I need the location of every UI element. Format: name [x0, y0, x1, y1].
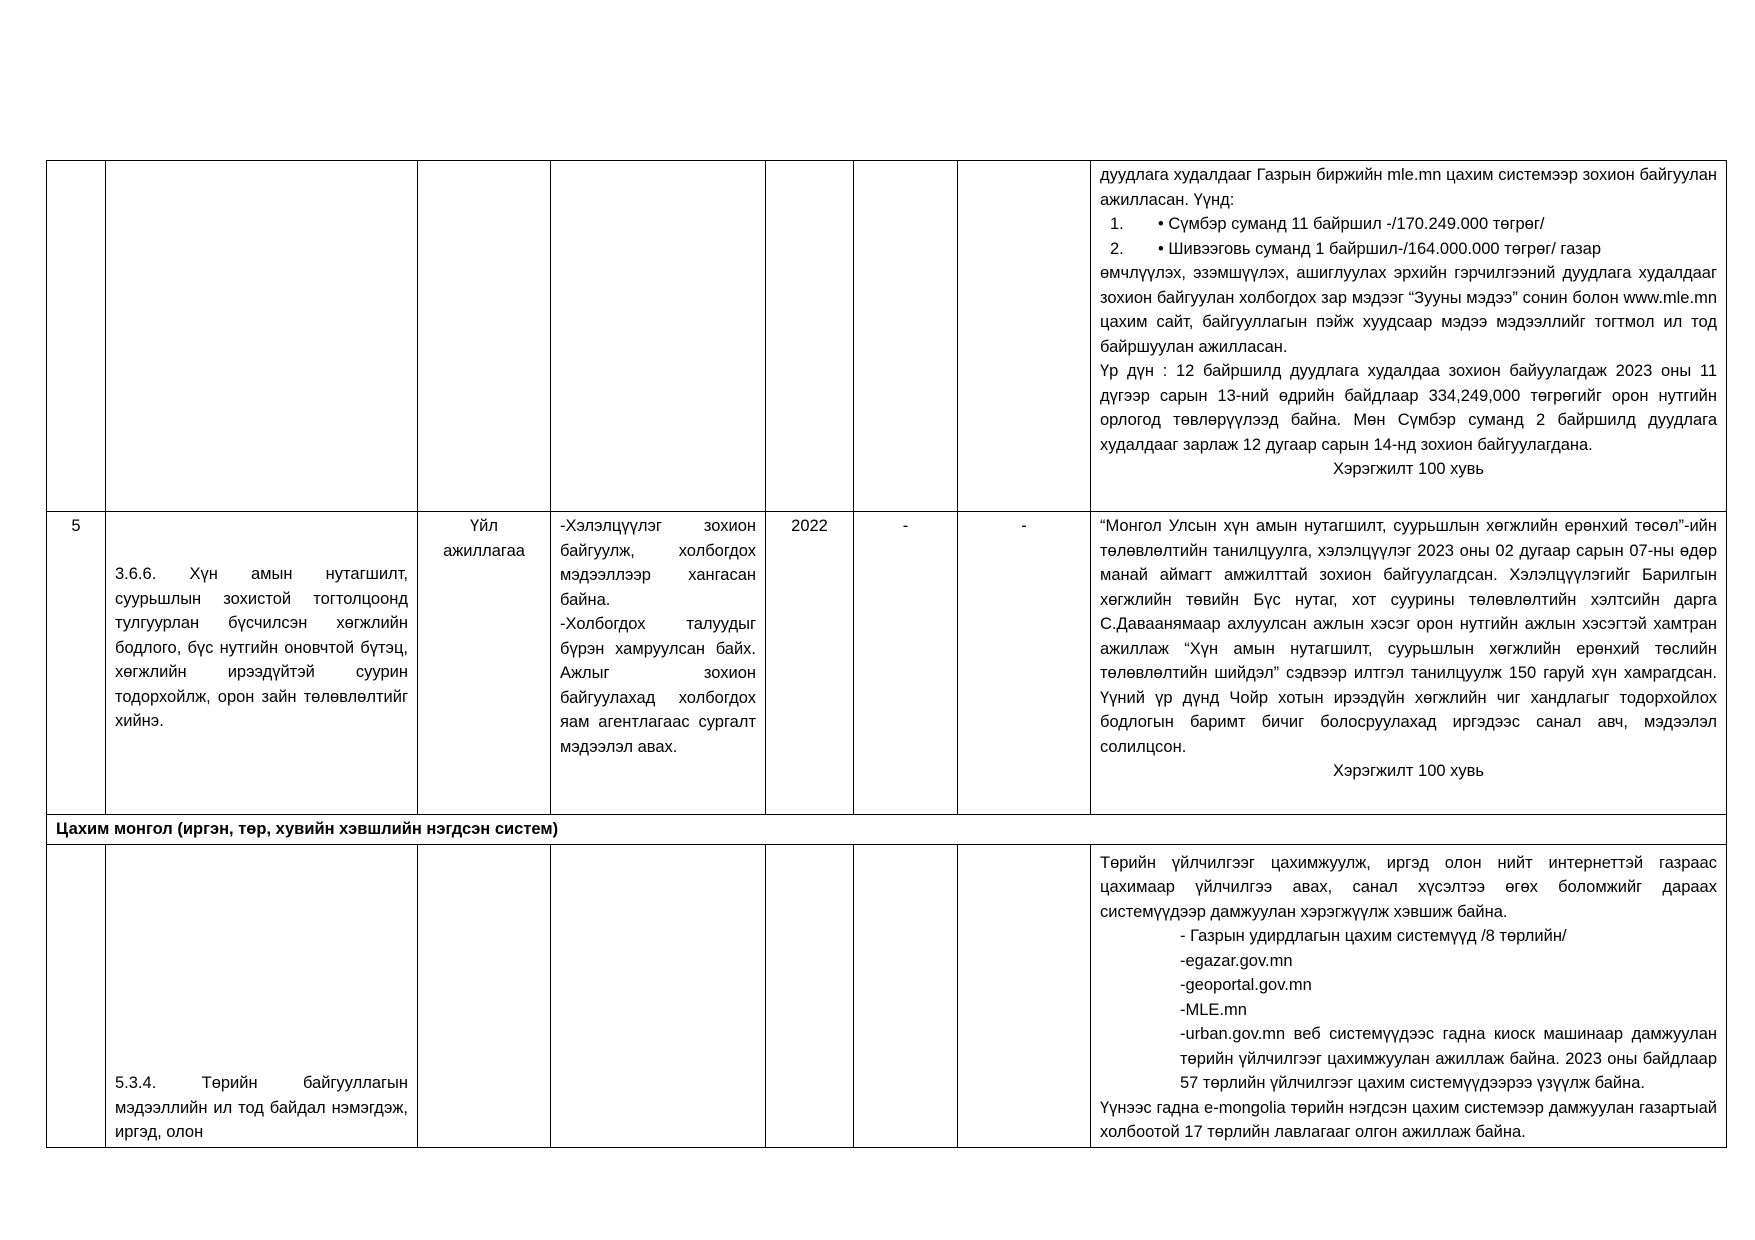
list-item: -MLE.mn [1180, 1000, 1247, 1019]
status-text: Хэрэгжилт 100 хувь [1332, 460, 1485, 478]
list-item: - Газрын удирдлагын цахим системүүд /8 төрлийн/ [1180, 927, 1567, 945]
list-text: • Сүмбэр суманд 11 байршил -/170.249.000 төгрөг/ [1158, 215, 1545, 233]
cell-no [47, 844, 106, 1147]
list-item: -urban.gov.mn веб системүүдээс гадна киоск машинаар дамжуулан төрийн үйлчилгээг цахимжуулан ажиллаж байна. 2023 оны байдлаар 57 төрлийн үйлчилгээг цахим системүүдээрээ үзүүлж байна. [1180, 1025, 1717, 1092]
list-item: -geoportal.gov.mn [1180, 976, 1312, 994]
section-title: Цахим монгол (иргэн, төр, хувийн хэвшлийн нэгдсэн систем) [47, 815, 1727, 845]
cell-type [418, 161, 551, 512]
cell-criteria [551, 844, 766, 1147]
cell-col7 [958, 161, 1091, 512]
result-text: Үр дүн : 12 байршилд дуудлага худалдаа зохион байуулагдаж 2023 оны 11 дүгээр сарын 13-ний өдрийн байдлаар 334,249,000 төгрөгийг орон нутгийн орлогод төвлөрүүлээд байна. Мөн Сүмбэр суманд 2 байршилд дуудлага худалдааг зарлаж 12 дугаар сарын 14-нд зохион байгуулагдана. [1100, 362, 1717, 454]
cell-no [47, 161, 106, 512]
list-item [1100, 212, 1717, 237]
report-text: Үүнээс гадна e-mongolia төрийн нэгдсэн цахим системээр дамжуулан газартыай холбоотой 17 төрлийн лавлагааг олгон ажиллаж байна. [1100, 1098, 1717, 1141]
cell-col7: - [958, 512, 1091, 815]
report-text: “Монгол Улсын хүн амын нутагшилт, суурьшлын хөгжлийн ерөнхий төсөл”-ийн төлөвлөлтийн танилцуулга, хэлэлцүүлэг 2023 оны 02 дугаар сарын 07-ны өдөр манай аймагт амжилттай зохион байгуулагдсан. Хэлэлцүүлэгийг Барилгын хөгжлийн төвийн Бүс нутаг, хот суурины төлөвлөлтийн хэлтсийн дарга С.Даваанямаар ахлуулсан ажлын хэсэг орон нутгийн ажлын хэсэгтэй хамтран ажиллаж “Хүн амын нутагшилт, суурьшлын хөгжлийн ерөнхий төслийн төлөвлөлтийн шийдэл” сэдвээр илтгэл танилцуулж 150 гаруй хүн хамрагдсан. Үүний үр дүнд Чойр хотын ирээдүйн хөгжлийн чиг хандлагыг тодорхойлох бодлогын баримт бичиг болосруулахад иргэдээс санал авч, мэдээлэл солилцсон. [1100, 517, 1717, 756]
cell-objective [106, 161, 418, 512]
cell-report [1091, 844, 1727, 1147]
list-item [1100, 237, 1717, 262]
list-number: 2. [1110, 239, 1124, 258]
list-item: -egazar.gov.mn [1180, 951, 1293, 970]
cell-type: Үйл ажиллагаа [418, 512, 551, 815]
status-text: Хэрэгжилт 100 хувь [1332, 762, 1485, 780]
table-row [47, 844, 1727, 1147]
list-number: 1. [1110, 215, 1124, 233]
cell-col6 [854, 844, 958, 1147]
cell-no: 5 [47, 512, 106, 815]
plan-report-table [46, 160, 1727, 1148]
table-row [47, 161, 1727, 512]
cell-col6: - [854, 512, 958, 815]
cell-year [766, 844, 854, 1147]
cell-year [766, 161, 854, 512]
table-row [47, 512, 1727, 815]
cell-criteria [551, 161, 766, 512]
cell-year: 2022 [766, 512, 854, 815]
report-text: Төрийн үйлчилгээг цахимжуулж, иргэд олон нийт интернеттэй газраас цахимаар үйлчилгээ авах, санал хүсэлтээ өгөх боломжийг дараах системүүдээр дамжуулан хэрэгжүүлж хэвшиж байна. [1100, 853, 1717, 921]
cell-type [418, 844, 551, 1147]
report-text: өмчлүүлэх, эзэмшүүлэх, ашиглуулах эрхийн гэрчилгээний дуудлага худалдааг зохион байгуулан холбогдох зар мэдээг “Зууны мэдээ” сонин болон www.mle.mn цахим сайт, байгууллагын пэйж хуудсаар мэдээ мэдээллийг тогтмол ил тод байршуулан ажилласан. [1100, 264, 1717, 356]
report-text: дуудлага худалдааг Газрын биржийн mle.mn цахим системээр зохион байгуулан ажилласан. Үүнд: [1100, 166, 1717, 209]
cell-col6 [854, 161, 958, 512]
section-row [47, 815, 1727, 845]
cell-report [1091, 512, 1727, 815]
cell-objective: 5.3.4. Төрийн байгууллагын мэдээллийн ил тод байдал нэмэгдэж, иргэд, олон [106, 844, 418, 1147]
cell-criteria: -Хэлэлцүүлэг зохион байгуулж, холбогдох мэдээллээр хангасан байна. -Холбогдох талуудыг бүрэн хамруулсан байх. Ажлыг зохион байгуулахад холбогдох яам агентлагаас сургалт мэдээлэл авах. [551, 512, 766, 815]
cell-objective: 3.6.6. Хүн амын нутагшилт, суурьшлын зохистой тогтолцоонд тулгуурлан бүсчилсэн хөгжлийн бодлого, бүс нутгийн оновчтой бүтэц, хөгжлийн ирээдүйтэй суурин тодорхойлж, орон зайн төлөвлөлтийг хийнэ. [106, 512, 418, 815]
cell-col7 [958, 844, 1091, 1147]
cell-report [1091, 161, 1727, 512]
list-text: • Шивээговь суманд 1 байршил-/164.000.000 төгрөг/ газар [1158, 239, 1602, 258]
